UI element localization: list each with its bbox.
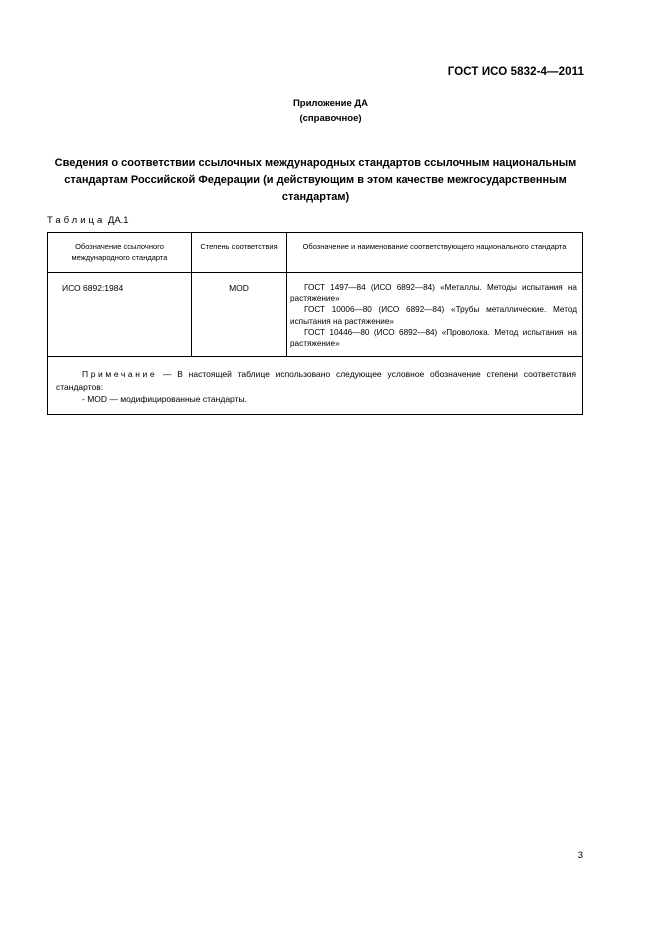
cell-international-code: ИСО 6892:1984 [48,273,192,357]
header-national-standard: Обозначение и наименование соответствующего национального стандарта [287,233,583,273]
note-text: — В настоящей таблице использовано следующее условное обозначение степени соответствия стандартов: [56,369,576,392]
cell-degree: MOD [192,273,287,357]
note-item: - MOD — модифицированные стандарты. [82,394,247,405]
page-number: 3 [577,850,583,861]
table-note-row [48,357,583,415]
appendix-subtitle: (справочное) [299,113,362,124]
correspondence-table [47,232,583,415]
table-row [48,273,583,357]
appendix-title: Приложение ДА [292,98,369,109]
table-header-row [48,233,583,273]
national-standard-entry: ГОСТ 1497—84 (ИСО 6892—84) «Металлы. Методы испытания на растяжение» [290,283,577,304]
table-note [48,357,583,415]
note-paragraph [56,368,576,393]
header-international-standard: Обозначение ссылочного международного стандарта [48,233,192,273]
national-standard-entry: ГОСТ 10006—80 (ИСО 6892—84) «Трубы металлические. Метод испытания на растяжение» [290,305,577,326]
table-caption-number: ДА.1 [107,215,129,226]
table-caption [47,215,129,226]
header-degree: Степень соответствия [192,233,287,273]
note-label: Примечание [82,369,158,380]
section-heading: Сведения о соответствии ссылочных международных стандартов ссылочным национальным стандартам Российской Федерации (и действующим в этом качестве межгосударственным стандартам) [54,157,577,203]
document-code: ГОСТ ИСО 5832-4—2011 [447,66,584,78]
cell-national-standards [287,273,583,357]
table-caption-label: Таблица [47,215,106,226]
national-standard-entry: ГОСТ 10446—80 (ИСО 6892—84) «Проволока. Метод испытания на растяжение» [290,327,577,349]
appendix-block [0,96,661,126]
